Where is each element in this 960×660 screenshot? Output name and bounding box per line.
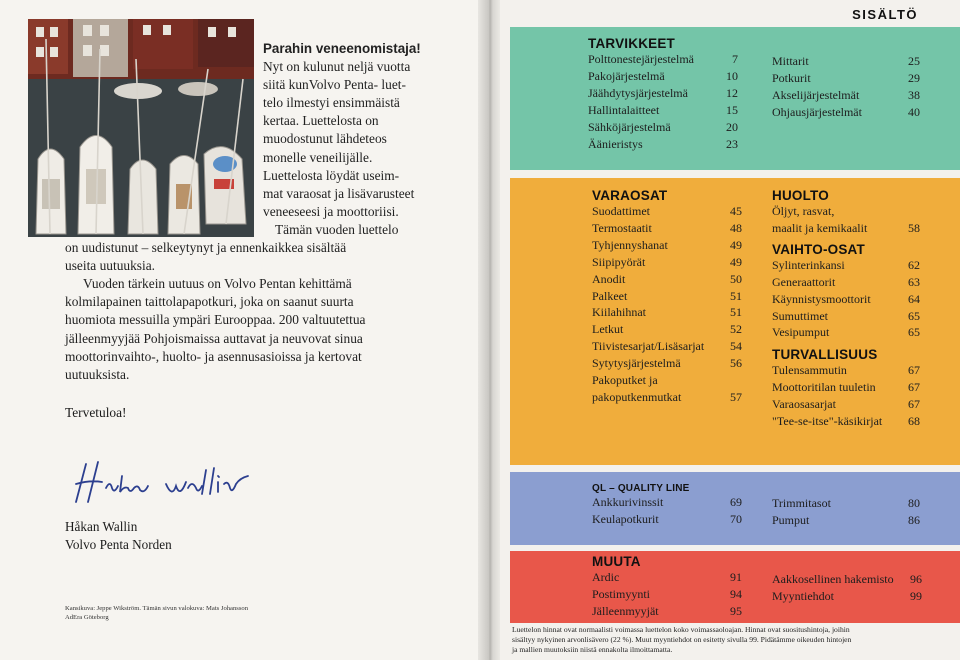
toc-entry[interactable]: Ankkurivinssit 69 [592, 495, 742, 509]
letter-line: Nyt on kulunut neljä vuotta [263, 59, 411, 75]
toc-entry[interactable]: Hallintalaitteet 15 [588, 102, 738, 117]
signer-company: Volvo Penta Norden [65, 537, 172, 552]
toc-entry[interactable]: maalit ja kemikaalit 58 [772, 220, 920, 235]
toc-entry[interactable]: Anodit 50 [592, 271, 742, 286]
section-title: VARAOSAT [592, 188, 668, 203]
credit-line: Kansikuva: Jeppe Wikström. Tämän sivun valokuva: Mats Johansson [65, 605, 248, 612]
toc-entry[interactable]: Letkut 52 [592, 322, 742, 337]
toc-entry[interactable]: Tulensammutin 67 [772, 363, 920, 378]
footnote-line: Luettelon hinnat ovat normaalisti voimassa luettelon koko voimassaoloajan. Hinnat ovat suositushintoja, joihin [512, 625, 850, 634]
toc-entry[interactable]: Generaattorit 63 [772, 274, 920, 289]
contents-header: SISÄLTÖ [852, 7, 918, 22]
handwritten-signature [68, 458, 258, 513]
toc-entry[interactable]: Potkurit 29 [772, 70, 920, 85]
photo-credits [65, 604, 248, 622]
toc-entry[interactable]: Sylinterinkansi 62 [772, 257, 920, 272]
toc-entry[interactable]: Keulapotkurit 70 [592, 511, 742, 526]
section-title: MUUTA [592, 554, 641, 569]
letter-line: Vuoden tärkein uutuus on Volvo Pentan kehittämä [83, 276, 352, 292]
toc-entry[interactable]: Pumput 86 [772, 512, 920, 527]
section-title: QL – QUALITY LINE [592, 483, 690, 494]
toc-entry[interactable]: Varaosasarjat 67 [772, 397, 920, 412]
toc-entry[interactable]: Sähköjärjestelmä 20 [588, 119, 738, 134]
toc-entry[interactable]: Aakkosellinen hakemisto 96 [772, 572, 922, 586]
toc-entry[interactable]: Siipipyörät 49 [592, 254, 742, 269]
varaosat-column [592, 188, 742, 406]
huolto-column [772, 188, 920, 430]
letter-line: siitä kunVolvo Penta- luet- [263, 77, 406, 93]
section-title: HUOLTO [772, 188, 829, 203]
quality-line-panel [510, 472, 960, 545]
tarvikkeet-panel [510, 27, 960, 170]
letter-line: monelle veneilijälle. [263, 149, 373, 165]
greeting: Tervetuloa! [65, 405, 127, 420]
toc-entry[interactable]: Äänieristys 23 [588, 136, 738, 151]
toc-entry[interactable]: Suodattimet 45 [592, 204, 742, 218]
letter-heading: Parahin veneenomistaja! [263, 41, 421, 56]
price-footnote [512, 625, 958, 655]
toc-entry[interactable]: Pakoputket ja [592, 373, 658, 388]
toc-entry[interactable]: Postimyynti 94 [592, 586, 742, 601]
quality-line-right-column [772, 495, 920, 529]
section-title: TURVALLISUUS [772, 347, 878, 363]
quality-line-left-column [592, 483, 742, 528]
footnote-line: ja mallien muutoksiin niistä ennakolta ilmoittamatta. [512, 645, 673, 654]
signer-block [65, 518, 172, 554]
letter-line: kolmilapainen taittolapapotkuri, joka on saanut suurta [65, 294, 354, 310]
letter-line: telo ilmestyi ensimmäistä [263, 95, 400, 111]
letter-line: jälleenmyyjää Pohjoismaissa auttavat ja neuvovat sinua [65, 330, 363, 346]
tarvikkeet-left-column [588, 36, 738, 152]
toc-entry[interactable]: Sumuttimet 65 [772, 308, 920, 323]
book-spine [478, 0, 502, 660]
toc-entry[interactable]: Pakojärjestelmä 10 [588, 68, 738, 83]
tarvikkeet-right-column [772, 53, 920, 121]
letter-line: kertaa. Luettelosta on [263, 113, 379, 129]
letter-line: Luettelosta löydät useim- [263, 167, 400, 183]
toc-entry[interactable]: Tyhjennyshanat 49 [592, 237, 742, 252]
letter-line: Tämän vuoden luettelo [275, 221, 399, 237]
letter-line: useita uutuuksia. [65, 258, 156, 274]
toc-entry[interactable]: Vesipumput 65 [772, 325, 920, 340]
toc-entry[interactable]: Käynnistysmoottorit 64 [772, 291, 920, 306]
toc-entry[interactable]: Termostaatit 48 [592, 220, 742, 235]
toc-entry[interactable]: Sytytysjärjestelmä 56 [592, 356, 742, 371]
toc-entry[interactable]: Tiivistesarjat/Lisäsarjat 54 [592, 339, 742, 354]
letter-line: veneeseesi ja moottoriisi. [263, 203, 399, 219]
welcome-letter [65, 40, 445, 384]
toc-entry[interactable]: Kiilahihnat 51 [592, 305, 742, 320]
letter-line: moottorinvaihto-, huolto- ja asennusasioissa ja kertovat [65, 348, 362, 364]
letter-line: uutuuksista. [65, 366, 130, 382]
letter-line: on uudistunut – selkeytynyt ja ennenkaikkea sisältää [65, 240, 347, 256]
muuta-panel [510, 551, 960, 623]
varaosat-huolto-panel [510, 178, 960, 465]
letter-line: muodostunut lähdeteos [263, 131, 387, 147]
right-page [500, 0, 960, 660]
toc-entry[interactable]: Öljyt, rasvat, [772, 204, 835, 218]
section-title: TARVIKKEET [588, 36, 676, 51]
toc-entry[interactable]: Akselijärjestelmät 38 [772, 87, 920, 102]
letter-line: mat varaosat ja lisävarusteet [263, 185, 415, 201]
credit-line: AdEra Göteborg [65, 614, 109, 621]
toc-entry[interactable]: Ardic 91 [592, 570, 742, 584]
muuta-right-column [772, 571, 922, 605]
toc-entry[interactable]: Palkeet 51 [592, 288, 742, 303]
toc-entry[interactable]: Mittarit 25 [772, 54, 920, 68]
toc-entry[interactable]: Moottoritilan tuuletin 67 [772, 380, 920, 395]
toc-entry[interactable]: pakoputkenmutkat 57 [592, 389, 742, 404]
toc-entry[interactable]: Jäähdytysjärjestelmä 12 [588, 85, 738, 100]
footnote-line: sisältyy nykyinen arvonlisävero (22 %). Muut myyntiehdot on esitetty sivulla 99. Pidätämme oikeuden hintojen [512, 635, 852, 644]
toc-entry[interactable]: "Tee-se-itse"-käsikirjat 68 [772, 414, 920, 429]
muuta-left-column [592, 554, 742, 620]
toc-entry[interactable]: Myyntiehdot 99 [772, 588, 922, 603]
toc-entry[interactable]: Trimmitasot 80 [772, 496, 920, 510]
letter-line: huomiota messuilla ympäri Eurooppaa. 200 valtuutettua [65, 312, 366, 328]
toc-entry[interactable]: Jälleenmyyjät 95 [592, 603, 742, 618]
section-title: VAIHTO-OSAT [772, 241, 865, 257]
toc-entry[interactable]: Polttonestejärjestelmä 7 [588, 52, 738, 66]
signer-name: Håkan Wallin [65, 519, 138, 534]
toc-entry[interactable]: Ohjausjärjestelmät 40 [772, 104, 920, 119]
